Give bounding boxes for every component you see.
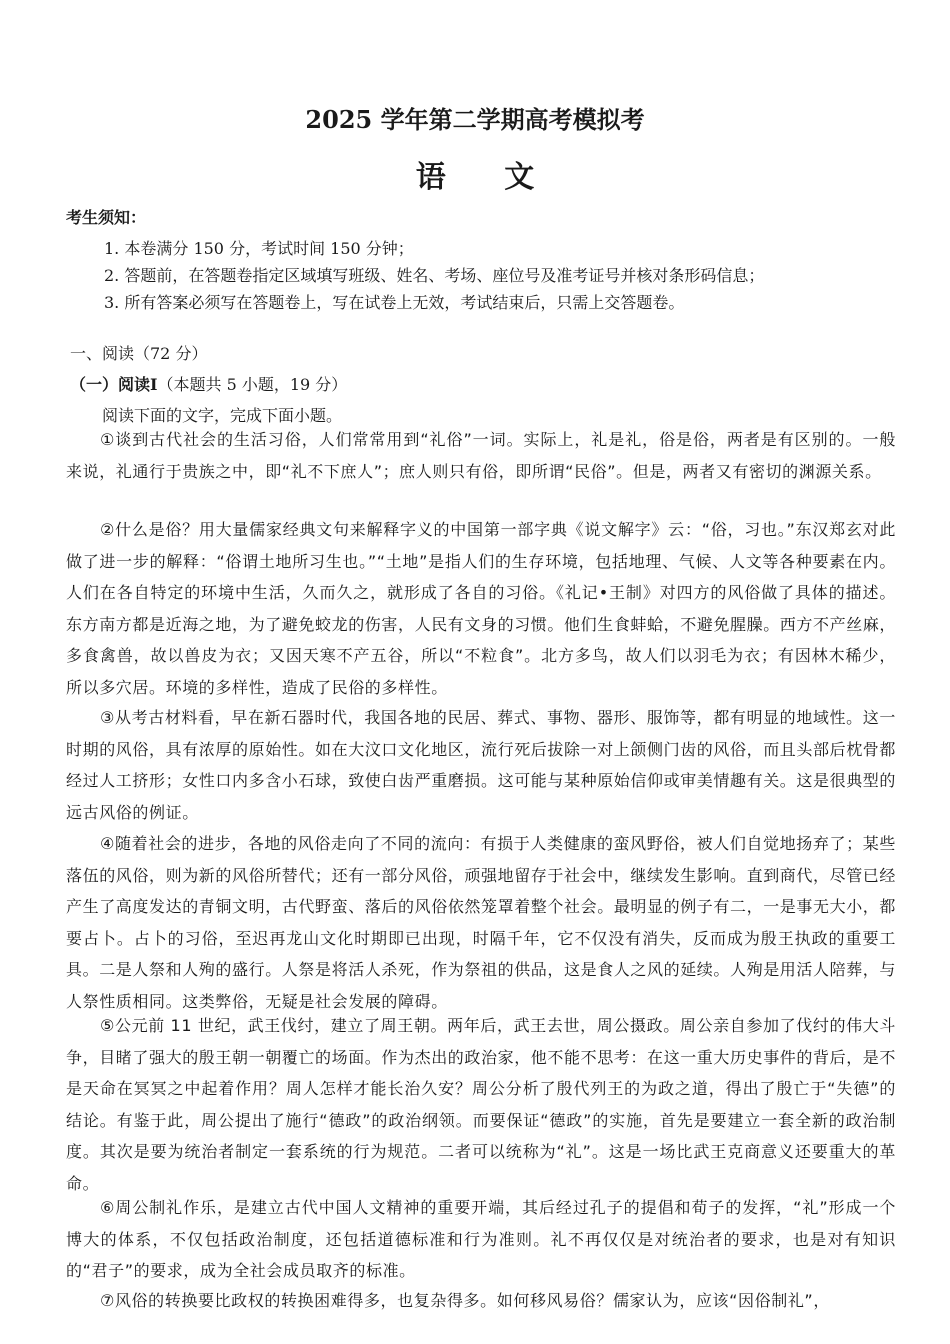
subsection-note: （本题共 5 小题，19 分） <box>157 375 348 394</box>
passage-paragraph-5: ⑤公元前 11 世纪，武王伐纣，建立了周王朝。两年后，武王去世，周公摄政。周公亲自参加了伐纣的伟大斗争，目睹了强大的殷王朝一朝覆亡的场面。作为杰出的政治家，他不能不思考：在这一重大历史事件的背后，是不是天命在冥冥之中起着作用？周人怎样才能长治久安？周公分析了殷代列王的为政之道，得出了殷亡于“失德”的结论。有鉴于此，周公提出了施行“德政”的政治纲领。而要保证“德政”的实施，首先是要建立一套全新的政治制度。其次是要为统治者制定一套系统的行为规范。二者可以统称为“礼”。这是一场比武王克商意义还要重大的革命。 <box>66 1016 897 1193</box>
section-title: 一、阅读（72 分） <box>70 344 208 363</box>
passage-paragraph-7: ⑦风俗的转换要比政权的转换困难得多，也复杂得多。如何移风易俗？儒家认为，应该“因俗制礼”， <box>100 1291 830 1310</box>
passage-paragraph-6: ⑥周公制礼作乐，是建立古代中国人文精神的重要开端，其后经过孔子的提倡和荀子的发挥，“礼”形成一个博大的体系，不仅包括政治制度，还包括道德标准和行为准则。礼不再仅仅是对统治者的要求，也是对有知识的“君子”的要求，成为全社会成员取齐的标准。 <box>66 1198 896 1280</box>
reading-instruction: 阅读下面的文字，完成下面小题。 <box>102 406 343 425</box>
notice-item: 1. 本卷满分 150 分，考试时间 150 分钟； <box>104 239 414 258</box>
exam-title: 2025 学年第二学期高考模拟考 <box>305 105 645 134</box>
passage-paragraph-3: ③从考古材料看，早在新石器时代，我国各地的民居、葬式、事物、器形、服饰等，都有明显的地域性。这一时期的风俗，具有浓厚的原始性。如在大汶口文化地区，流行死后拔除一对上颌侧门齿的风俗，而且头部后枕骨都经过人工挤形；女性口内多含小石球，致使白齿严重磨损。这可能与某种原始信仰或审美情趣有关。这是很典型的远古风俗的例证。 <box>66 708 897 822</box>
subsection-title <box>70 372 347 395</box>
subject-title: 语 文 <box>415 160 559 195</box>
notice-item: 2. 答题前，在答题卷指定区域填写班级、姓名、考场、座位号及准考证号并核对条形码信息； <box>104 266 765 285</box>
passage-paragraph-4: ④随着社会的进步，各地的风俗走向了不同的流向：有损于人类健康的蛮风野俗，被人们自觉地扬弃了；某些落伍的风俗，则为新的风俗所替代；还有一部分风俗，顽强地留存于社会中，继续发生影响。直到商代，尽管已经产生了高度发达的青铜文明，古代野蛮、落后的风俗依然笼罩着整个社会。最明显的例子有二，一是事无大小，都要占卜。占卜的习俗，至迟再龙山文化时期即已出现，时隔千年，它不仅没有消失，反而成为殷王执政的重要工具。二是人祭和人殉的盛行。人祭是将活人杀死，作为祭祖的供品，这是食人之风的延续。人殉是用活人陪葬，与人祭性质相同。这类弊俗，无疑是社会发展的障碍。 <box>66 834 897 1011</box>
notice-item: 3. 所有答案必须写在答题卷上，写在试卷上无效，考试结束后，只需上交答题卷。 <box>104 293 685 312</box>
passage-paragraph-1: ①谈到古代社会的生活习俗，人们常常用到“礼俗”一词。实际上，礼是礼，俗是俗，两者是有区别的。一般来说，礼通行于贵族之中，即“礼不下庶人”；庶人则只有俗，即所谓“民俗”。但是，两者又有密切的渊源关系。 <box>66 430 896 481</box>
passage-paragraph-2: ②什么是俗？用大量儒家经典文句来解释字义的中国第一部字典《说文解字》云：“俗，习也。”东汉郑玄对此做了进一步的解释：“俗谓土地所习生也。”“土地”是指人们的生存环境，包括地理、气候、人文等各种要素在内。人们在各自特定的环境中生活，久而久之，就形成了各自的习俗。《礼记•王制》对四方的风俗做了具体的描述。东方南方都是近海之地，为了避免蛟龙的伤害，人民有文身的习惯。他们生食蚌蛤，不避免腥臊。西方不产丝麻，多食禽兽，故以兽皮为衣；又因天寒不产五谷，所以“不粒食”。北方多鸟，故人们以羽毛为衣；有因林木稀少，所以多穴居。环境的多样性，造成了民俗的多样性。 <box>66 520 897 697</box>
notice-heading: 考生须知： <box>66 208 147 227</box>
subsection-label: （一）阅读I <box>70 375 158 394</box>
